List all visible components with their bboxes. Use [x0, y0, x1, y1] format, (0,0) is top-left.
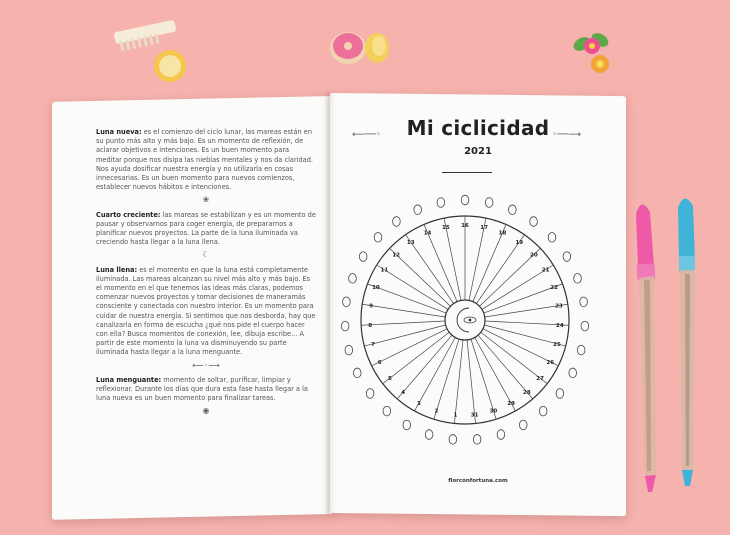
day-circle [556, 389, 564, 399]
day-circle [461, 195, 469, 205]
day-circle [569, 368, 577, 378]
day-circle [403, 420, 411, 430]
day-label: 30 [489, 408, 498, 415]
day-label: 23 [555, 303, 563, 310]
day-label: 10 [372, 285, 380, 292]
day-label: 16 [461, 223, 469, 229]
day-label: 22 [550, 285, 558, 292]
wheel-divider [471, 339, 496, 419]
day-label: 1 [453, 412, 458, 419]
day-label: 12 [392, 252, 400, 259]
day-label: 21 [541, 267, 550, 274]
day-circle [581, 321, 589, 331]
footer-url: florconfortuna.com [448, 478, 508, 484]
wheel-divider [467, 340, 475, 424]
day-circle [359, 252, 367, 262]
wheel-divider [415, 337, 456, 410]
section-luna-menguante: Luna menguante: momento de soltar, purificar, limpiar y reflexionar. Durante los días que dura esta fase hasta llegar a la luna nueva es un buen momento para finalizar tareas. [96, 375, 308, 403]
arrow-decoration-right-icon: ◦──⟶ [552, 130, 582, 140]
day-label: 5 [387, 376, 392, 383]
day-circle [393, 217, 401, 227]
day-label: 29 [507, 401, 515, 408]
day-label: 14 [423, 230, 432, 237]
blue-pen [668, 190, 708, 490]
cycle-wheel [340, 190, 590, 450]
arrow-decoration-left-icon: ⟵──◦ [352, 130, 382, 140]
day-circle [366, 389, 374, 399]
pink-pen [624, 196, 670, 496]
day-circle [414, 205, 422, 215]
wheel-divider [397, 335, 452, 399]
day-label: 13 [406, 240, 415, 247]
day-circle [485, 198, 493, 208]
day-circle [548, 233, 556, 243]
day-circle [497, 430, 505, 440]
comb-and-mirror-eraser [108, 18, 198, 88]
wheel-divider [475, 337, 516, 410]
wheel-divider [362, 304, 445, 317]
flower-eraser [570, 28, 614, 80]
day-circle [574, 274, 582, 284]
day-label: 20 [530, 252, 538, 259]
crescent-moon-icon: ☾ [202, 250, 210, 260]
day-circle [345, 345, 353, 355]
day-label: 6 [377, 359, 382, 366]
day-label: 26 [546, 359, 555, 366]
moon-phases-text [96, 128, 316, 422]
day-label: 9 [369, 303, 374, 310]
section-luna-nueva: Luna nueva: es el comienzo del ciclo lunar, las mareas están en su punto más alto y más bajo. Es un momento de reflexión, de aclarar objetivos e intenciones. Es un buen momento para meditar porque nos disipa las nieblas mentales y nos da claridad. Nos ayuda dosificar nuestra energía y no utilizarla en cosas innecesarias. Es un buen momento para nuevos comienzos, establecer nuevos hábitos e intenciones. [96, 128, 313, 192]
day-circle [349, 274, 357, 284]
donut-eraser [328, 26, 398, 70]
day-circle [383, 406, 391, 416]
day-circle [509, 205, 517, 215]
section-luna-llena: Luna llena: es el momento en que la luna está completamente iluminada. Las mareas alcanzan su nivel más alto y más bajo. Es el momento en el que tenemos las ideas más claras, podemos comenzar nuevos proyectos y tomar decisiones de maneramás consciente y conectada con nuestro interior. Es un momento para cuidar de nuestra energía. Si sentimos que nos desborda, hay que canalizarla en forma de escucha ¿qué nos pide el cuerpo hacer con ella? Busca momentos de conexión, lee, dibuja escribe... A partir de este momento la luna va disminuyendo su parte iluminada hasta llegar a la luna menguante. [96, 265, 316, 357]
day-label: 27 [536, 376, 544, 383]
day-label: 2 [434, 408, 439, 415]
day-circle [577, 345, 585, 355]
day-circle [341, 321, 349, 331]
day-circle [519, 420, 527, 430]
day-circle [473, 435, 481, 445]
eye-icon: ◉ [202, 406, 210, 416]
year-underline [442, 172, 492, 173]
day-circle [563, 252, 571, 262]
day-circle [539, 406, 547, 416]
section-cuarto-creciente: Cuarto creciente: las mareas se estabilizan y es un momento de pausar y observarnos para coger energía, de prepararnos a planificar nuevos proyectos. La parte de la luna iluminada va creciendo hasta llegar a la luna llena. [96, 210, 316, 247]
wheel-divider [434, 339, 459, 419]
day-label: 31 [470, 412, 479, 419]
day-label: 28 [523, 390, 531, 397]
wheel-divider [361, 321, 445, 325]
day-label: 8 [368, 322, 373, 329]
day-label: 17 [480, 224, 488, 231]
wheel-divider [454, 340, 462, 424]
day-label: 4 [401, 390, 406, 397]
lotus-icon: ❀ [202, 195, 210, 205]
year-label: 2021 [464, 146, 492, 157]
day-label: 15 [442, 224, 450, 231]
day-circle [425, 430, 433, 440]
pupil-icon [469, 319, 472, 322]
page-title: Mi ciclicidad [406, 116, 550, 140]
wheel-divider [383, 332, 449, 383]
wheel-center [445, 300, 485, 340]
day-circle [374, 233, 382, 243]
day-label: 25 [553, 341, 561, 348]
day-circle [580, 297, 588, 307]
day-circle [343, 297, 351, 307]
day-label: 19 [515, 240, 524, 247]
day-label: 11 [380, 267, 389, 274]
day-label: 24 [556, 322, 564, 329]
day-circle [449, 435, 457, 445]
day-label: 18 [498, 230, 507, 237]
day-circle [530, 217, 538, 227]
day-circle [353, 368, 361, 378]
day-label: 3 [416, 401, 421, 408]
arrow-divider-icon: ⟵◦⟶ [192, 360, 220, 370]
day-circle [437, 198, 445, 208]
day-label: 7 [371, 341, 375, 348]
